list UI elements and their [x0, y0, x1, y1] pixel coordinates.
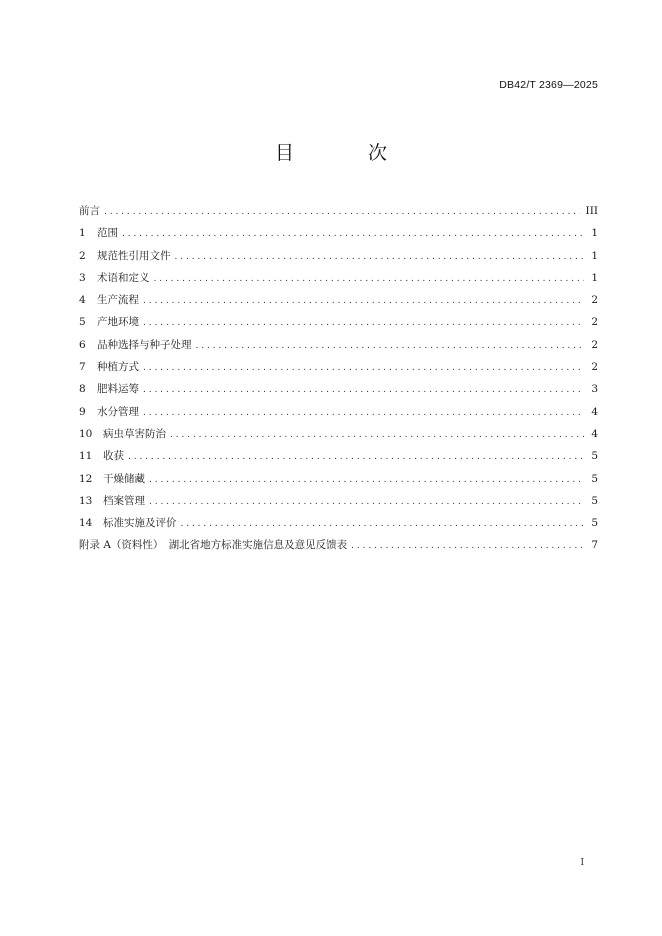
toc-entry-number: 7 [79, 361, 86, 374]
toc-entry-13[interactable] [79, 490, 598, 512]
toc-entry-label: 病虫草害防治 [103, 427, 166, 440]
toc-entry-number: 3 [79, 271, 86, 284]
toc-entry-label: 规范性引用文件 [97, 249, 171, 262]
toc-leader-dots [351, 535, 584, 557]
toc-entry-label: 水分管理 [97, 405, 139, 418]
table-of-contents [79, 200, 598, 557]
toc-leader-dots [104, 201, 580, 223]
toc-entry-7[interactable] [79, 356, 598, 378]
toc-entry-number: 5 [79, 316, 86, 329]
toc-entry-page: 2 [591, 361, 598, 374]
toc-entry-page: 7 [591, 539, 598, 552]
page-title: 目 次 [274, 142, 422, 164]
toc-entry-label: 干燥储藏 [103, 472, 145, 485]
page-number: I [580, 858, 584, 868]
toc-leader-dots [154, 268, 585, 290]
toc-entry-page: 1 [591, 227, 598, 240]
toc-entry-number: 13 [79, 494, 93, 507]
toc-entry-6[interactable] [79, 334, 598, 356]
toc-entry-page: 2 [591, 338, 598, 351]
toc-entry-11[interactable] [79, 445, 598, 467]
toc-entry-page: 5 [591, 472, 598, 485]
toc-entry-5[interactable] [79, 311, 598, 333]
toc-entry-3[interactable] [79, 267, 598, 289]
toc-entry-number: 6 [79, 338, 86, 351]
toc-entry-2[interactable] [79, 245, 598, 267]
toc-entry-page: 4 [591, 427, 598, 440]
toc-entry-page: III [585, 205, 598, 217]
toc-entry-foreword[interactable] [79, 200, 598, 222]
toc-entry-4[interactable] [79, 289, 598, 311]
toc-leader-dots [170, 424, 584, 446]
toc-entry-page: 5 [591, 494, 598, 507]
toc-entry-label: 生产流程 [97, 294, 139, 307]
toc-entry-label: 档案管理 [103, 494, 145, 507]
toc-leader-dots [143, 357, 584, 379]
toc-entry-8[interactable] [79, 378, 598, 400]
toc-entry-number: 12 [79, 472, 93, 485]
toc-entry-label: 标准实施及评价 [103, 517, 177, 530]
toc-entry-number: 14 [79, 517, 93, 530]
toc-entry-label: 术语和定义 [97, 271, 150, 284]
toc-entry-page: 1 [591, 271, 598, 284]
toc-entry-appendix-a[interactable] [79, 534, 598, 556]
toc-entry-number: 4 [79, 294, 86, 307]
toc-entry-label: 范围 [97, 227, 118, 240]
toc-leader-dots [149, 491, 584, 513]
toc-entry-number: 2 [79, 249, 86, 262]
toc-leader-dots [128, 446, 584, 468]
toc-leader-dots [175, 246, 585, 268]
toc-leader-dots [143, 290, 584, 312]
toc-entry-label: 肥料运筹 [97, 383, 139, 396]
toc-entry-1[interactable] [79, 222, 598, 244]
toc-entry-page: 1 [591, 249, 598, 262]
toc-entry-page: 2 [591, 316, 598, 329]
toc-leader-dots [181, 513, 585, 535]
toc-entry-label: 前言 [79, 205, 100, 217]
toc-entry-number: 9 [79, 405, 86, 418]
document-code: DB42/T 2369—2025 [499, 79, 598, 91]
toc-entry-label: 产地环境 [97, 316, 139, 329]
toc-leader-dots [143, 312, 584, 334]
toc-entry-number: 10 [79, 427, 93, 440]
toc-entry-number: 1 [79, 227, 86, 240]
toc-entry-9[interactable] [79, 401, 598, 423]
toc-entry-page: 2 [591, 294, 598, 307]
toc-entry-14[interactable] [79, 512, 598, 534]
toc-entry-label: 种植方式 [97, 361, 139, 374]
toc-leader-dots [122, 223, 584, 245]
toc-entry-page: 5 [591, 450, 598, 463]
toc-leader-dots [143, 402, 584, 424]
toc-leader-dots [143, 379, 584, 401]
toc-entry-number: 8 [79, 383, 86, 396]
toc-entry-label: 附录 A（资料性） 湖北省地方标准实施信息及意见反馈表 [79, 539, 348, 552]
toc-entry-12[interactable] [79, 468, 598, 490]
toc-entry-page: 5 [591, 517, 598, 530]
toc-entry-label: 品种选择与种子处理 [97, 338, 192, 351]
toc-entry-10[interactable] [79, 423, 598, 445]
toc-entry-label: 收获 [103, 450, 124, 463]
toc-entry-page: 4 [591, 405, 598, 418]
toc-leader-dots [149, 469, 584, 491]
toc-leader-dots [196, 335, 585, 357]
toc-entry-number: 11 [79, 450, 93, 463]
toc-entry-page: 3 [591, 383, 598, 396]
